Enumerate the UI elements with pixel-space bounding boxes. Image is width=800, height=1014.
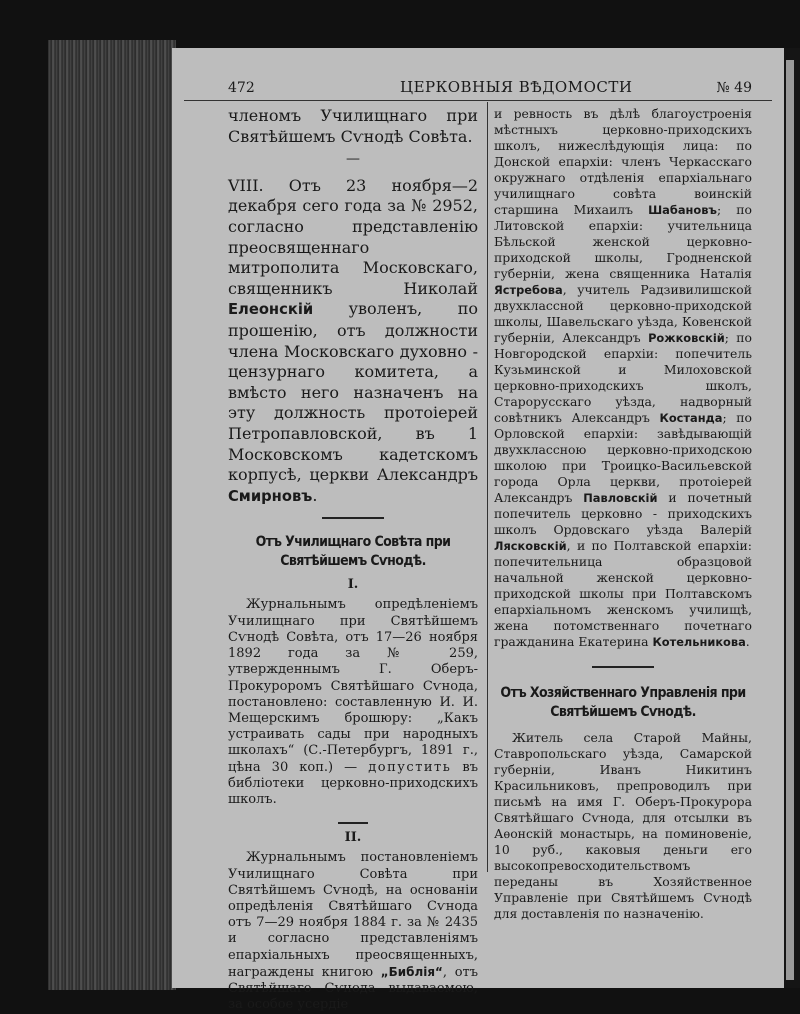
name-kotelnikova: Котельникова bbox=[652, 635, 746, 649]
book-page-edges bbox=[48, 40, 176, 990]
dash-separator: — bbox=[346, 151, 360, 168]
awards-text-a: и ревность въ дѣлѣ благоустроенія мѣстныхъ церковно-приходскихъ школъ, нижеслѣдующія лица: по Донской епархіи: членъ Черкасскаго окружнаго отдѣленія епархіальнаго училищнаго совѣта воинскій старшина Михаилъ bbox=[494, 106, 752, 217]
next-page-edge bbox=[786, 60, 794, 980]
donation-paragraph: Житель села Старой Майны, Ставропольскаго уѣзда, Самарской губерніи, Иванъ Никитинъ Красильниковъ, препроводилъ при письмѣ на имя Г. Оберъ-Прокурора Святѣйшаго Сѵнода, для отсылки въ Аѳонскій монастырь, на поминовеніе, 10 руб., каковыя деньги его высокопревосходительствомъ переданы въ Хозяйственное Управленіе при Святѣйшемъ Сѵнодѣ для доставленія по назначенію. bbox=[494, 730, 752, 921]
name-shabanov: Шабановъ bbox=[648, 203, 717, 217]
header-rule bbox=[184, 100, 772, 101]
viii-end: . bbox=[312, 485, 318, 505]
item-number-1: I. bbox=[347, 577, 359, 593]
paragraph-1 bbox=[228, 597, 478, 808]
name-pavlovsky: Павловскій bbox=[583, 491, 658, 505]
p1-text-a: Журнальнымъ опредѣленіемъ Училищнаго при Святѣйшемъ Сѵнодѣ Совѣта, отъ 17—26 ноября 1892 года за № 259, утвержденнымъ Г. Оберъ-Прокуроромъ Святѣйшаго Сѵнода, постановлено: составленную И. И. Мещерскимъ брошюру: „Какъ устраивать сады при народныхъ школахъ“ (С.-Петербургъ, 1891 г., цѣна 30 коп.) — bbox=[228, 597, 478, 775]
p1-text-b: въ библіотеки церковно-приходскихъ школъ. bbox=[228, 759, 478, 807]
p1-spaced-word: допустить bbox=[368, 759, 452, 775]
section-separator bbox=[322, 517, 384, 519]
section-title-economic-department: Отъ Хозяйственнаго Управленія при Святѣйшемъ Сѵнодѣ. bbox=[500, 685, 746, 720]
awards-text-d: ; по Новгородской епархіи: попечитель Кузьминской и Милоховской церковно-приходскихъ школъ, Старорусскаго уѣзда, надворный совѣтникъ Александръ bbox=[494, 330, 752, 425]
awards-text-e: ; по Орловской епархіи: завѣдывающій двухклассною церковно-приходскою школою при Троицко-Васильевской города Орла церкви, протоіерей Александръ bbox=[494, 410, 752, 505]
item-separator bbox=[338, 822, 368, 824]
awards-text-c: , учитель Радзивилишской двухклассной церковно-приходской школы, Шавельскаго уѣзда, Ковенской губерніи, Александръ bbox=[494, 282, 752, 345]
intro-paragraph: членомъ Училищнаго при Святѣйшемъ Сѵнодѣ Совѣта. bbox=[228, 106, 478, 146]
p2-bible-title: „Библія“ bbox=[380, 964, 443, 979]
awards-text-b: ; по Литовской епархіи: учительница Бѣльской женской церковно-приходской школы, Гродненской губерніи, жена священника Наталія bbox=[494, 202, 752, 281]
left-column bbox=[228, 106, 478, 1013]
awards-text-g: , и по Полтавской епархіи: попечительница образцовой начальной женской церковно-приходской школы при Полтавскомъ епархіальномъ женскомъ училищѣ, жена потомственнаго почетнаго гражданина Екатерина bbox=[494, 538, 752, 649]
paragraph-viii bbox=[228, 176, 478, 508]
name-lyaskovsky: Лясковскій bbox=[494, 539, 567, 553]
awards-paragraph bbox=[494, 106, 752, 650]
viii-text-2: уволенъ, по прошенію, отъ должности члена Московскаго духовно - цензурнаго комитета, а вмѣсто него назначенъ на эту должность протоіерей Петропавловской, въ 1 Московскомъ кадетскомъ корпусѣ, церкви Александръ bbox=[228, 299, 478, 485]
viii-text-1: VIII. Отъ 23 ноября—2 декабря сего года за № 2952, согласно представленію преосвященнаго митрополита Московскаго, священникъ Николай bbox=[228, 175, 478, 298]
name-eleonsky: Елеонскій bbox=[228, 301, 314, 319]
document-page bbox=[172, 48, 784, 1013]
large-type-block bbox=[228, 106, 478, 507]
column-divider bbox=[487, 102, 488, 872]
name-rozhkovsky: Рожковскій bbox=[648, 331, 725, 345]
awards-text-h: . bbox=[745, 634, 750, 649]
page-number: 472 bbox=[228, 80, 255, 96]
item-number-2: II. bbox=[344, 830, 362, 846]
awards-text-f: и почетный попечитель церковно - приходскихъ школъ Ордовскаго уѣзда Валерій bbox=[494, 490, 752, 537]
p2-text-b: , отъ Святѣйшаго Сѵнода выдаваемою, за особое усердіе bbox=[228, 964, 479, 1013]
journal-title: ЦЕРКОВНЫЯ ВѢДОМОСТИ bbox=[400, 78, 633, 96]
name-smirnov: Смирновъ bbox=[228, 487, 313, 505]
section-title-school-council: Отъ Училищнаго Совѣта при Святѣйшемъ Сѵнодѣ. bbox=[255, 534, 451, 570]
right-column bbox=[494, 106, 752, 922]
issue-number: № 49 bbox=[716, 80, 752, 96]
name-kostanda: Костанда bbox=[659, 411, 723, 425]
paragraph-2 bbox=[228, 850, 478, 1013]
page-header bbox=[172, 48, 784, 100]
section-separator-right bbox=[592, 666, 654, 668]
p2-text-a: Журнальнымъ постановленіемъ Училищнаго Совѣта при Святѣйшемъ Сѵнодѣ, на основаніи опредѣленія Святѣйшаго Сѵнода отъ 7—29 ноября 1884 г. за № 2435 и согласно представленіямъ епархіальныхъ преосвященныхъ, награждены книгою bbox=[228, 850, 478, 980]
name-yastrebova: Ястребова bbox=[494, 283, 563, 297]
